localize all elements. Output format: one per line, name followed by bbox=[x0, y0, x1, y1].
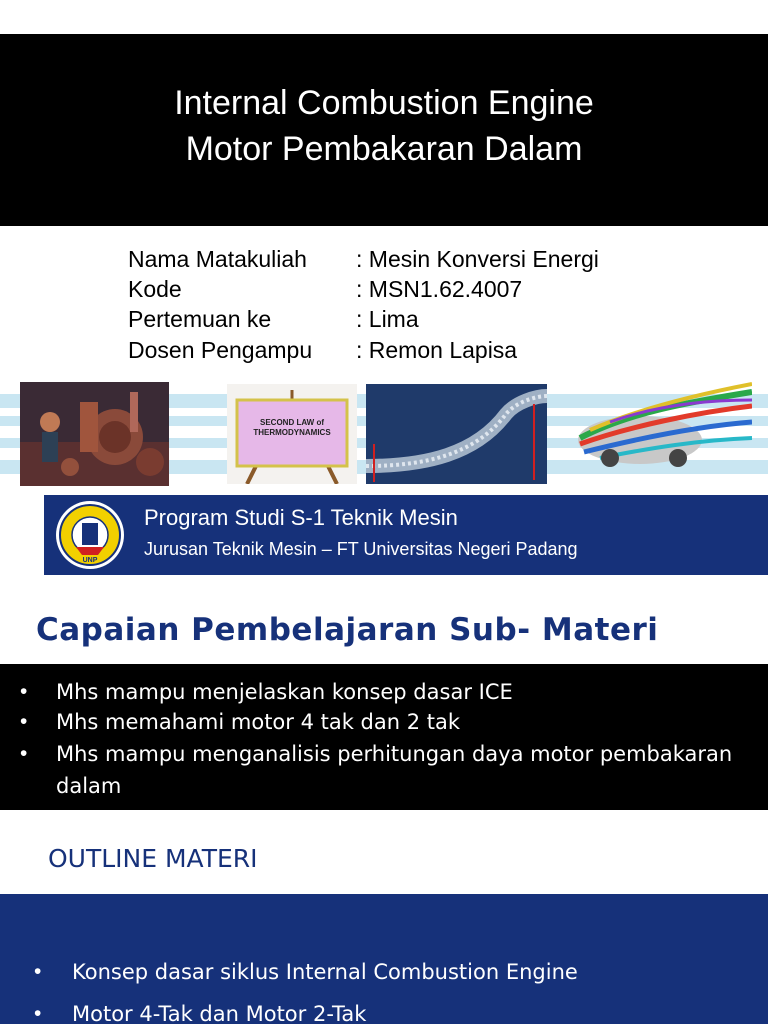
steampunk-engine-image bbox=[20, 382, 169, 486]
info-value: : Remon Lapisa bbox=[356, 337, 518, 363]
info-label: Nama Matakuliah bbox=[128, 246, 307, 272]
title-line-2: Motor Pembakaran Dalam bbox=[185, 130, 583, 168]
list-item: Konsep dasar siklus Internal Combustion Engine bbox=[72, 960, 578, 984]
program-banner bbox=[0, 495, 768, 575]
program-name: Program Studi S-1 Teknik Mesin bbox=[144, 505, 458, 530]
info-label: Kode bbox=[128, 276, 182, 302]
bullet-icon: • bbox=[34, 960, 42, 983]
flexible-pipe-image bbox=[366, 384, 547, 484]
title-line-1: Internal Combustion Engine bbox=[174, 84, 594, 122]
capaian-heading: Capaian Pembelajaran Sub- Materi bbox=[36, 612, 659, 648]
banner-left-cap bbox=[0, 495, 44, 575]
info-value: : MSN1.62.4007 bbox=[356, 276, 523, 302]
cfd-car-image bbox=[570, 382, 752, 486]
info-row-pertemuan bbox=[128, 306, 688, 336]
info-value: : Lima bbox=[356, 306, 419, 332]
image-strip bbox=[0, 380, 768, 488]
thermodynamics-board-text: SECOND LAW of THERMODYNAMICS bbox=[253, 418, 331, 437]
capaian-list bbox=[0, 664, 768, 810]
bullet-icon: • bbox=[20, 710, 28, 733]
outline-heading: OUTLINE MATERI bbox=[48, 844, 258, 873]
bullet-icon: • bbox=[20, 680, 28, 703]
info-value: : Mesin Konversi Energi bbox=[356, 246, 599, 272]
logo-abbr: UNP bbox=[82, 557, 98, 564]
list-item: Mhs mampu menjelaskan konsep dasar ICE bbox=[56, 680, 513, 704]
thermodynamics-board-image bbox=[227, 384, 357, 484]
title-block bbox=[0, 34, 768, 226]
list-item: Mhs memahami motor 4 tak dan 2 tak bbox=[56, 710, 461, 734]
outline-list bbox=[0, 894, 768, 1024]
info-label: Pertemuan ke bbox=[128, 306, 272, 332]
department-name: Jurusan Teknik Mesin – FT Universitas Negeri Padang bbox=[144, 539, 578, 559]
info-row-nama-matakuliah bbox=[128, 246, 688, 276]
list-item: Motor 4-Tak dan Motor 2-Tak bbox=[72, 1002, 367, 1026]
unp-logo bbox=[52, 499, 128, 571]
list-item: Mhs mampu menganalisis perhitungan daya motor pembakaran dalam bbox=[56, 742, 733, 798]
info-label: Dosen Pengampu bbox=[128, 337, 313, 363]
info-row-dosen bbox=[128, 337, 688, 367]
bullet-icon: • bbox=[34, 1002, 42, 1025]
bullet-icon: • bbox=[20, 742, 28, 765]
info-row-kode bbox=[128, 276, 688, 306]
